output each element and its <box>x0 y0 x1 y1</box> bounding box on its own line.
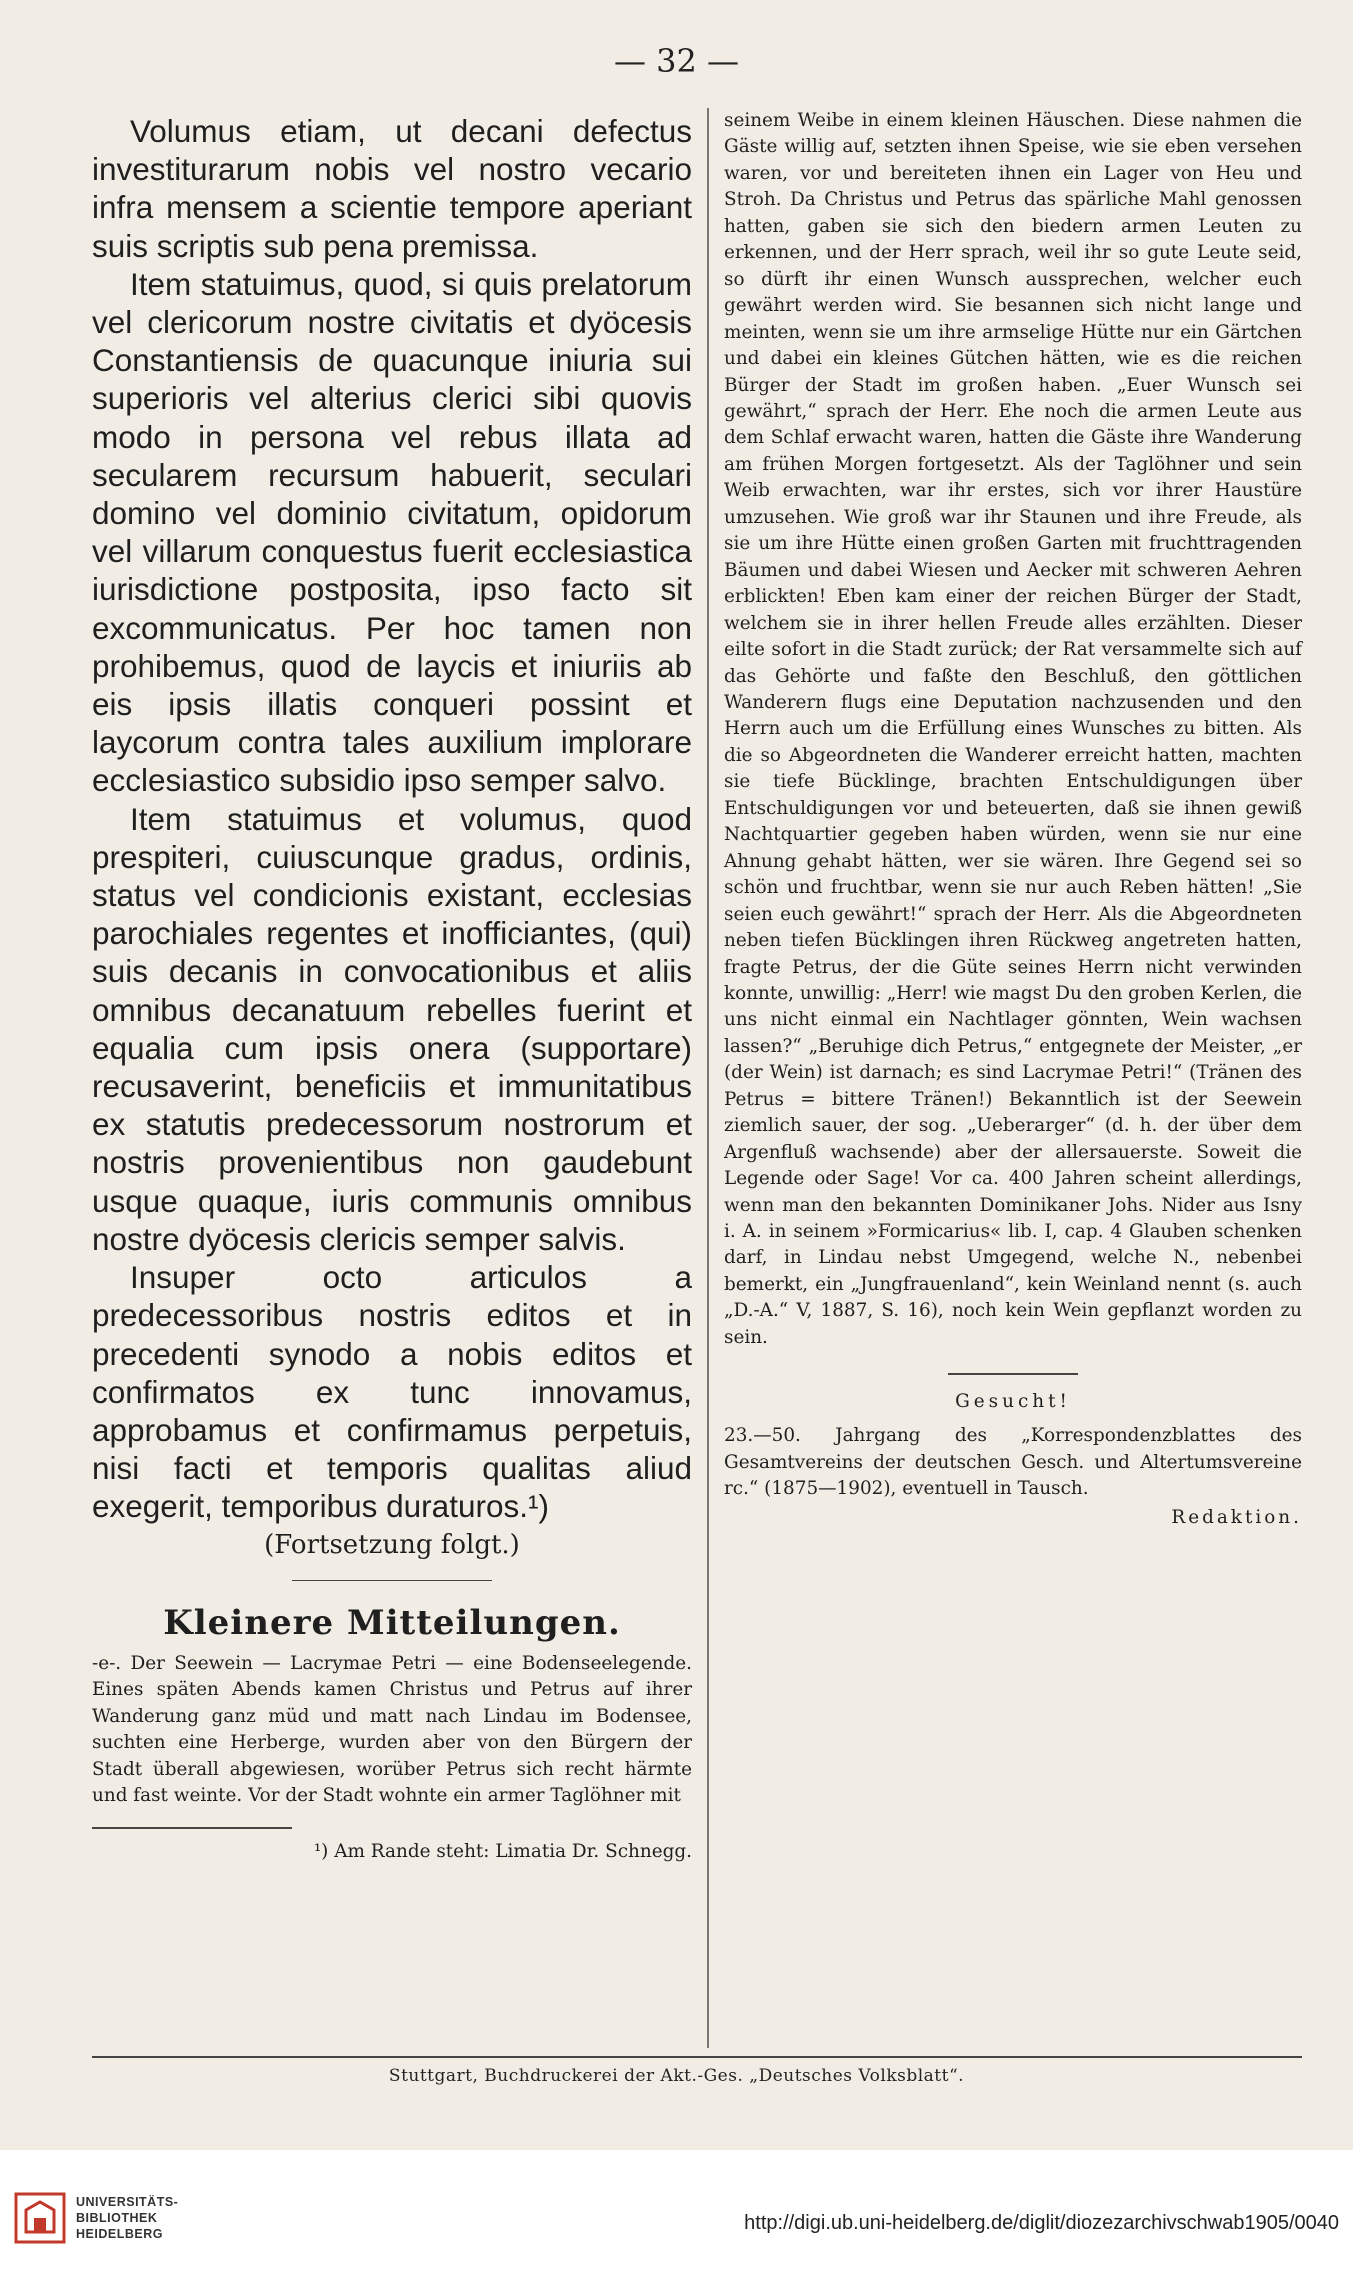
left-column <box>92 112 692 1865</box>
latin-paragraph-3: Item statuimus et volumus, quod prespiteri, cuiuscunque gradus, ordinis, status vel condicionis existant, ecclesias parochiales regentes et inofficiantes, (qui) suis decanis in convocationibus et aliis omnibus decanatuum rebelles fuerint et equalia cum ipsis onera (supportare) recusaverint, beneficiis et immunitatibus ex statutis predecessorum nostrorum et nostris provenientibus non gaudebunt usque quaque, iuris communis omnibus nostre dyöcesis clericis semper salvis. <box>92 800 692 1257</box>
gesucht-heading: Gesucht! <box>955 1390 1071 1412</box>
latin-paragraph-1: Volumus etiam, ut decani defectus investiturarum nobis vel nostro vecario infra mensem a scientie tempore aperiant suis scriptis sub pena premissa. <box>92 113 692 264</box>
right-column <box>724 108 1302 1531</box>
footnote-divider <box>92 1827 292 1829</box>
legend-continuation-paragraph: seinem Weibe in einem kleinen Häuschen. Diese nahmen die Gäste willig auf, setzten ihnen Speise, wie sie eben versehen waren, vor und bereiteten ihnen ein Lager von Heu und Stroh. Da Christus und Petrus das spärliche Mahl genossen hatten, gaben sie sich den biedern armen Leuten zu erkennen, und der Herr sprach, weil ihr so gute Leute seid, so dürft ihr einen Wunsch aussprechen, welcher euch gewährt werden wird. Sie besannen sich nicht lange und meinten, wenn sie um ihre armselige Hütte nur ein Gärtchen und dabei ein kleines Gütchen hätten, wie es die reichen Bürger der Stadt im großen haben. „Euer Wunsch sei gewährt,“ sprach der Herr. Ehe noch die armen Leute aus dem Schlaf erwacht waren, hatten die Gäste ihre Wanderung am frühen Morgen fortgesetzt. Als der Taglöhner und sein Weib erwachten, war ihr erstes, sich vor ihrer Haustüre umzusehen. Wie groß war ihr Staunen und ihre Freude, als sie um ihre Hütte einen großen Garten mit fruchttragenden Bäumen und dabei Wiesen und Aecker mit schweren Aehren erblickten! Eben kam einer der reichen Bürger der Stadt, welchem sie in ihrer hellen Freude alles erzählten. Dieser eilte sofort in die Stadt zurück; der Rat versammelte sich auf das Gehörte und faßte den Beschluß, den göttlichen Wanderern flugs eine Deputation nachzusenden und den Herrn auch um die Erfüllung eines Wunsches zu bitten. Als die so Abgeordneten die Wanderer erreicht hatten, machten sie tiefe Bücklinge, brachten Entschuldigungen über Entschuldigungen vor und beteuerten, daß sie ihnen gewiß Nachtquartier gegeben haben würden, wenn sie nur eine Ahnung gehabt hätten, wer sie wären. Ihre Gegend sei so schön und fruchtbar, wenn sie nur auch Reben hätten! „Sie seien euch gewährt!“ sprach der Herr. Als die Abgeordneten neben tiefen Bücklingen ihren Rückweg angetreten hatten, fragte Petrus, der die Güte seines Herrn nicht verwinden konnte, unwillig: „Herr! wie magst Du den groben Kerlen, die uns nicht einmal ein Nachtlager gönnten, Wein wachsen lassen?“ „Beruhige dich Petrus,“ entgegnete der Meister, „er (der Wein) ist darnach; es sind Lacrymae Petri!“ (Tränen des Petrus = bittere Tränen!) Bekanntlich ist der Seewein ziemlich sauer, der sog. „Ueberarger“ (d. h. der über dem Argenfluß wachsende) aber der allersauerste. Soweit die Legende oder Sage! Vor ca. 400 Jahren scheint allerdings, wenn man den bekannten Dominikaner Johs. Nider aus Isny i. A. in seinem »Formicarius« lib. I, cap. 4 Glauben schenken darf, in Lindau nebst Umgegend, welche N., nebenbei bemerkt, ein „Jungfrauenland“, kein Weinland nennt (s. auch „D.-A.“ V, 1887, S. 16), noch kein Wein gepflanzt worden zu sein. <box>724 110 1302 1348</box>
continuation-note: (Fortsetzung folgt.) <box>264 1529 520 1560</box>
gesucht-text: 23.—50. Jahrgang des „Korrespondenzblattes des Gesamtvereins der deutschen Gesch. und Altertumsvereine rc.“ (1875—1902), eventuell in Tausch. <box>724 1425 1302 1500</box>
latin-paragraph-4: Insuper octo articulos a predecessoribus nostris editos et in precedenti synodo a nobis editos et confirmatos ex tunc innovamus, approbamus et confirmamus perpetuis, nisi facti et temporis qualitas aliud exegerit, temporibus duraturos.¹) <box>92 1259 692 1525</box>
library-name-line-1: UNIVERSITÄTS- <box>76 2195 179 2209</box>
section-divider <box>292 1580 492 1582</box>
source-url-link[interactable]: http://digi.ub.uni-heidelberg.de/diglit/diozezarchivschwab1905/0040 <box>744 2212 1339 2234</box>
library-name-line-2: BIBLIOTHEK <box>76 2211 158 2225</box>
page-number: — 32 — <box>613 42 740 80</box>
column-divider <box>707 108 709 2048</box>
library-name <box>76 2194 178 2242</box>
legend-start-paragraph: -e-. Der Seewein — Lacrymae Petri — eine Bodenseelegende. Eines späten Abends kamen Christus und Petrus auf ihrer Wanderung ganz müd und matt nach Lindau im Bodensee, suchten eine Herberge, wurden aber von den Bürgern der Stadt überall abgewiesen, worüber Petrus sich recht härmte und fast weinte. Vor der Stadt wohnte ein armer Taglöhner mit <box>92 1653 692 1807</box>
printer-imprint: Stuttgart, Buchdruckerei der Akt.-Ges. „Deutsches Volksblatt“. <box>388 2066 965 2086</box>
imprint-divider <box>92 2056 1302 2058</box>
latin-paragraph-2: Item statuimus, quod, si quis prelatorum vel clericorum nostre civitatis et dyöcesis Constantiensis de quacunque iniuria sui superioris vel alterius clerici sibi quovis modo in persona vel rebus illata ad secularem recursum habuerit, seculari domino vel dominio civitatum, opidorum vel villarum conquestus fuerit ecclesiastica iurisdictione postposita, ipso facto sit excommunicatus. Per hoc tamen non prohibemus, quod de laycis et iniuriis ab eis ipsis illatis conqueri possint et laycorum contra tales auxilium implorare ecclesiastico subsidio ipso semper salvo. <box>92 265 692 799</box>
university-library-logo-icon <box>14 2192 66 2244</box>
footnote: ¹) Am Rande steht: Limatia Dr. Schnegg. <box>313 1840 692 1862</box>
section-title: Kleinere Mitteilungen. <box>163 1603 621 1644</box>
library-name-line-3: HEIDELBERG <box>76 2227 163 2241</box>
editor-signature: Redaktion. <box>1171 1506 1302 1528</box>
digital-library-footer <box>0 2150 1353 2272</box>
gesucht-divider <box>948 1373 1078 1375</box>
